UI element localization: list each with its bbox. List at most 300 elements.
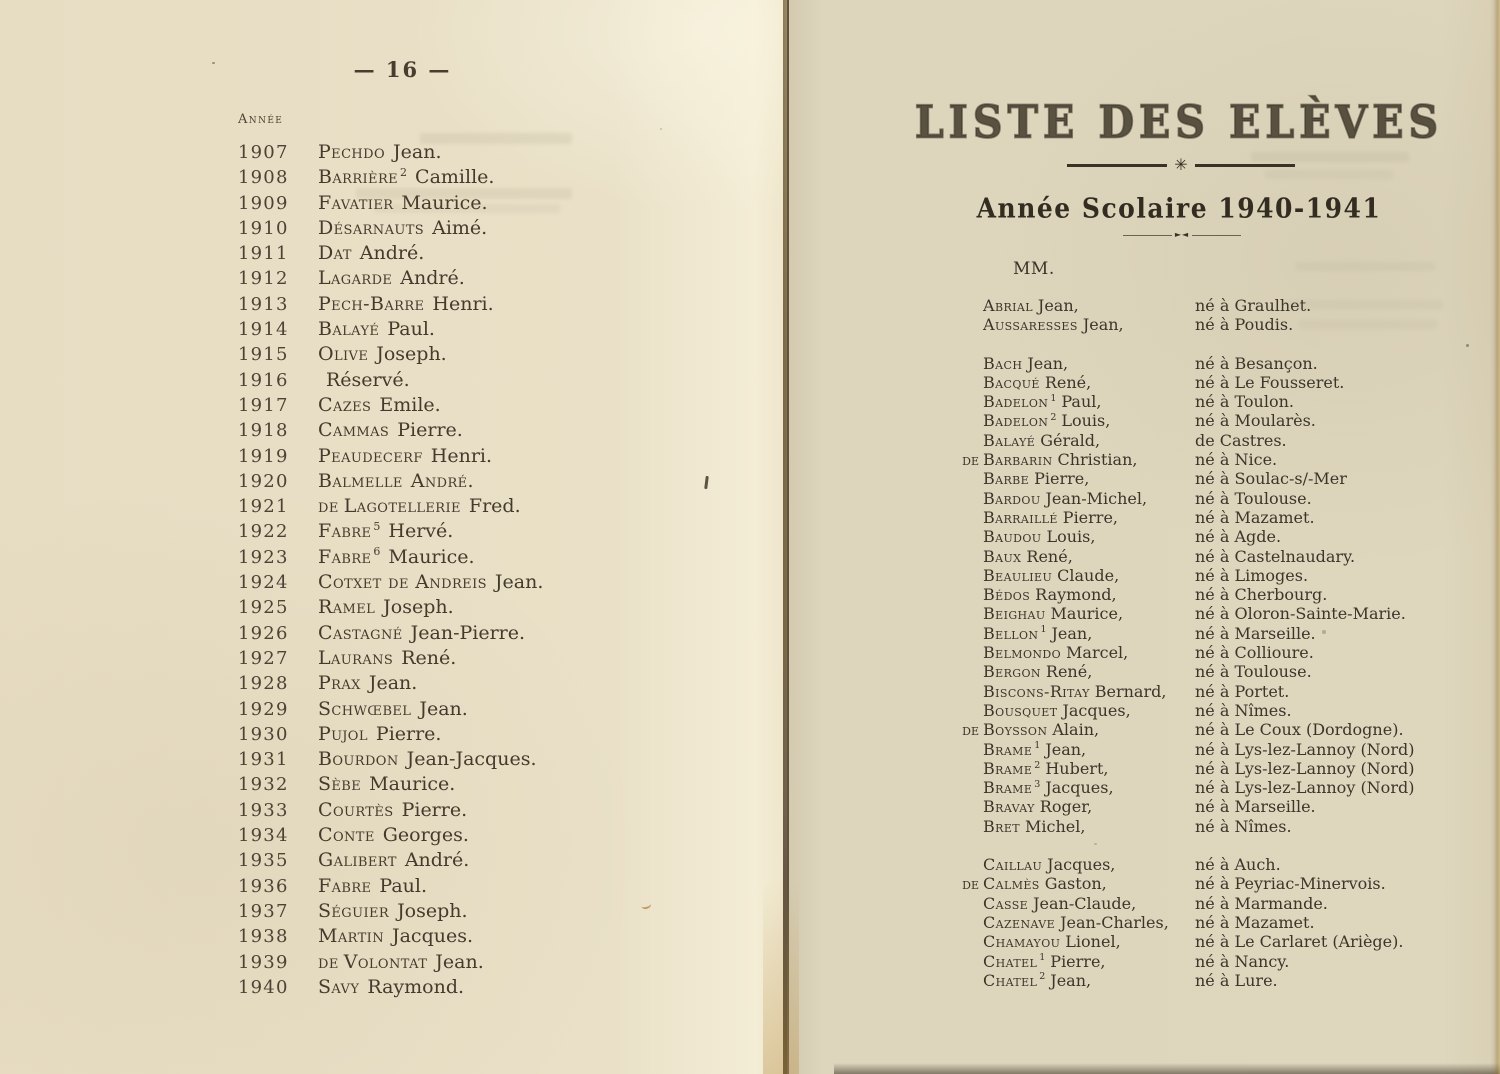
student-name xyxy=(983,547,1195,566)
surname-superscript: 2 xyxy=(1039,971,1046,983)
page-number: — 16 — xyxy=(353,57,452,82)
student-name xyxy=(983,971,1195,990)
surname: Savy xyxy=(318,975,360,998)
year-label: 1936 xyxy=(238,875,289,897)
student-name xyxy=(318,318,435,340)
given-name: Georges. xyxy=(382,824,469,847)
year-label: 1935 xyxy=(238,850,289,872)
name-prefix: de xyxy=(318,495,339,518)
student-name xyxy=(318,343,447,365)
student-name xyxy=(983,489,1195,508)
birthplace: né à Le Fousseret. xyxy=(1195,372,1345,392)
student-name xyxy=(318,799,467,821)
student-name xyxy=(983,469,1195,488)
birthplace: né à Le Coux (Dordogne). xyxy=(1195,720,1404,740)
given-name: René, xyxy=(1044,372,1092,392)
birthplace: né à Castelnaudary. xyxy=(1195,546,1356,566)
given-name: Jean-Jacques. xyxy=(406,748,537,771)
student-row xyxy=(956,797,1500,816)
given-name: Jean. xyxy=(494,571,544,594)
given-name: André. xyxy=(404,849,470,872)
year-label: 1939 xyxy=(238,951,289,973)
birthplace: né à Collioure. xyxy=(1195,643,1314,663)
student-name xyxy=(318,672,417,694)
left-student-list xyxy=(238,141,758,1001)
student-name xyxy=(318,622,525,644)
year-row xyxy=(238,723,758,748)
surname: Boysson xyxy=(983,720,1048,740)
student-name xyxy=(318,419,463,441)
surname: Chatel xyxy=(983,951,1038,971)
given-name: Maurice. xyxy=(369,773,456,796)
given-name: Jean, xyxy=(1051,623,1093,643)
surname-superscript: 3 xyxy=(1034,778,1041,790)
given-name: Pierre, xyxy=(1062,507,1118,527)
surname: Bousquet xyxy=(983,700,1058,720)
student-name xyxy=(983,643,1195,662)
given-name: Maurice. xyxy=(388,545,475,568)
given-name: Paul, xyxy=(1061,392,1102,412)
given-name: Christian, xyxy=(1057,450,1138,470)
student-name xyxy=(983,682,1195,701)
surname: Lagotellerie xyxy=(343,495,461,518)
given-name: Pierre, xyxy=(1050,951,1106,971)
year-label: 1929 xyxy=(238,698,289,720)
given-name: Jean, xyxy=(1037,296,1079,315)
surname: Séguier xyxy=(318,899,390,922)
bleedthrough-text xyxy=(1287,300,1443,309)
birthplace: né à Oloron-Sainte-Marie. xyxy=(1195,604,1406,624)
year-label: 1910 xyxy=(238,217,289,239)
year-row xyxy=(238,470,758,495)
given-name: Camille. xyxy=(415,166,495,189)
birthplace: de Castres. xyxy=(1195,430,1287,450)
student-row xyxy=(956,547,1500,566)
year-row xyxy=(238,698,758,723)
student-name xyxy=(318,824,469,846)
given-name: Raymond, xyxy=(1035,585,1117,605)
year-row xyxy=(238,875,758,900)
year-row xyxy=(238,622,758,647)
surname: Fabre xyxy=(318,874,372,897)
student-name xyxy=(983,662,1195,681)
surname: Beighau xyxy=(983,604,1046,624)
surname: Balayé xyxy=(318,318,380,341)
student-row xyxy=(956,855,1500,874)
year-row xyxy=(238,546,758,571)
surname: Bach xyxy=(983,353,1023,373)
year-row xyxy=(238,520,758,545)
given-name: Roger, xyxy=(1039,797,1093,817)
year-label: 1912 xyxy=(238,268,289,290)
student-row xyxy=(956,604,1500,623)
student-row xyxy=(956,624,1500,643)
surname: Abrial xyxy=(983,296,1033,315)
birthplace: né à Nîmes. xyxy=(1195,816,1292,836)
year-label: 1924 xyxy=(238,572,289,594)
student-name xyxy=(318,470,474,492)
student-name xyxy=(318,925,473,947)
year-row xyxy=(238,217,758,242)
surname: Prax xyxy=(318,672,361,695)
given-name: Joseph. xyxy=(397,899,468,922)
surname: Chatel xyxy=(983,970,1038,990)
student-group xyxy=(956,855,1500,990)
year-label: 1919 xyxy=(238,445,289,467)
birthplace: né à Auch. xyxy=(1195,855,1281,875)
given-name: René, xyxy=(1045,662,1093,682)
given-name: Jean-Claude, xyxy=(1033,893,1137,913)
given-name: Raymond. xyxy=(367,975,465,998)
given-name: Alain, xyxy=(1052,720,1100,740)
surname: Balayé xyxy=(983,430,1036,450)
student-row xyxy=(956,720,1500,739)
student-name xyxy=(318,698,468,720)
given-name: Jean-Michel, xyxy=(1045,488,1148,508)
surname: Courtès xyxy=(318,798,394,821)
year-row xyxy=(238,343,758,368)
given-name: Jean. xyxy=(419,697,468,720)
name-prefix: de xyxy=(962,875,979,894)
birthplace: né à Besançon. xyxy=(1195,353,1318,373)
student-name xyxy=(318,520,453,542)
bleedthrough-text xyxy=(356,188,572,199)
birthplace: né à Cherbourg. xyxy=(1195,585,1328,605)
surname: Brame xyxy=(983,778,1033,798)
student-row xyxy=(956,527,1500,546)
ink-speck xyxy=(1466,344,1469,347)
given-name: Lionel, xyxy=(1065,932,1121,952)
year-label: 1921 xyxy=(238,496,289,518)
given-name: Gérald, xyxy=(1040,430,1101,450)
year-label: 1917 xyxy=(238,394,289,416)
given-name: Réservé. xyxy=(326,368,410,391)
student-name xyxy=(318,293,494,315)
year-label: 1925 xyxy=(238,597,289,619)
student-name xyxy=(983,894,1195,913)
birthplace: né à Moularès. xyxy=(1195,411,1316,431)
birthplace: né à Marmande. xyxy=(1195,893,1328,913)
surname: Pujol xyxy=(318,722,368,745)
student-name xyxy=(983,585,1195,604)
surname: Aussaresses xyxy=(983,315,1078,335)
year-row xyxy=(238,849,758,874)
student-name xyxy=(983,527,1195,546)
surname: Cotxet de Andreis xyxy=(318,571,487,594)
surname: Baux xyxy=(983,546,1022,566)
year-row xyxy=(238,951,758,976)
year-label: 1933 xyxy=(238,799,289,821)
student-group xyxy=(956,354,1500,836)
given-name: Jean, xyxy=(1027,353,1069,373)
student-name xyxy=(983,411,1195,430)
surname: Laurans xyxy=(318,646,394,669)
surname: Barraillé xyxy=(983,507,1058,527)
surname: Biscons-Ritay xyxy=(983,681,1090,701)
student-row xyxy=(956,411,1500,430)
given-name: Jean. xyxy=(435,950,484,973)
surname-superscript: 1 xyxy=(1034,740,1041,752)
birthplace: né à Portet. xyxy=(1195,681,1290,701)
given-name: Emile. xyxy=(379,393,441,416)
given-name: Marcel, xyxy=(1066,643,1129,663)
student-name xyxy=(318,976,464,998)
surname: Schwœbel xyxy=(318,697,412,720)
surname: Conte xyxy=(318,824,375,847)
given-name: Maurice, xyxy=(1050,604,1124,624)
student-row xyxy=(956,682,1500,701)
student-name xyxy=(983,624,1195,643)
given-name: Jean, xyxy=(1082,315,1124,335)
year-row xyxy=(238,394,758,419)
year-label: 1907 xyxy=(238,142,289,163)
surname: Fabre xyxy=(318,545,372,568)
year-row xyxy=(238,672,758,697)
birthplace: né à Toulouse. xyxy=(1195,488,1312,508)
student-row xyxy=(956,662,1500,681)
surname: Baudou xyxy=(983,527,1042,547)
surname: Bédos xyxy=(983,585,1031,605)
student-row xyxy=(956,392,1500,411)
given-name: Paul. xyxy=(387,318,435,341)
surname: Sèbe xyxy=(318,773,362,796)
surname: Favatier xyxy=(318,191,394,214)
student-name xyxy=(318,723,441,745)
student-name xyxy=(983,797,1195,816)
surname: Bravay xyxy=(983,797,1035,817)
birthplace: né à Soulac-s/-Mer xyxy=(1195,469,1347,489)
student-name xyxy=(318,495,521,517)
student-name xyxy=(318,445,492,467)
birthplace: né à Lure. xyxy=(1195,970,1278,990)
student-row xyxy=(956,971,1500,990)
given-name: Jean. xyxy=(393,141,442,163)
year-label: 1937 xyxy=(238,900,289,922)
student-name xyxy=(983,566,1195,585)
student-name xyxy=(318,900,468,922)
student-name xyxy=(983,701,1195,720)
ink-speck xyxy=(1094,843,1097,845)
year-row xyxy=(238,824,758,849)
surname-superscript: 6 xyxy=(373,545,381,559)
birthplace: né à Graulhet. xyxy=(1195,296,1312,315)
student-name xyxy=(983,296,1195,315)
surname-superscript: 1 xyxy=(1039,952,1046,964)
given-name: Jacques. xyxy=(391,925,474,948)
year-row xyxy=(238,141,758,166)
year-row xyxy=(238,773,758,798)
surname: Beaulieu xyxy=(983,565,1053,585)
surname: Balmelle xyxy=(318,469,403,492)
surname: Belmondo xyxy=(983,643,1062,663)
surname: Chamayou xyxy=(983,932,1061,952)
given-name: Jean, xyxy=(1050,970,1092,990)
given-name: René, xyxy=(1026,546,1073,566)
year-label: 1923 xyxy=(238,546,289,568)
school-year-subtitle: Année Scolaire 1940-1941 xyxy=(976,192,1382,225)
student-row xyxy=(956,759,1500,778)
given-name: Gaston, xyxy=(1044,874,1107,894)
student-name xyxy=(983,431,1195,450)
surname: Badelon xyxy=(983,411,1049,431)
student-name xyxy=(983,508,1195,527)
year-label: 1930 xyxy=(238,723,289,745)
student-row xyxy=(956,585,1500,604)
surname: Lagarde xyxy=(318,267,393,290)
surname: Calmès xyxy=(983,874,1040,894)
given-name: Bernard, xyxy=(1094,681,1167,701)
ink-speck xyxy=(212,62,215,64)
year-label: 1914 xyxy=(238,319,289,341)
given-name: Fred. xyxy=(468,495,521,518)
given-name: Jean-Pierre. xyxy=(410,621,526,644)
student-row xyxy=(956,431,1500,450)
surname: Pech-Barre xyxy=(318,292,425,315)
given-name: Jean-Charles, xyxy=(1060,912,1169,932)
gutter-shadow xyxy=(763,880,799,1074)
surname: Barrière xyxy=(318,166,399,189)
year-row xyxy=(238,647,758,672)
arrow-ornament-icon: ►◄ xyxy=(1174,230,1190,239)
star-ornament-icon: ✳ xyxy=(1174,155,1188,174)
birthplace: né à Marseille. xyxy=(1195,623,1316,643)
student-row xyxy=(956,913,1500,932)
birthplace: né à Nîmes. xyxy=(1195,700,1292,720)
given-name: Louis, xyxy=(1046,527,1096,547)
year-label: 1911 xyxy=(238,243,289,265)
birthplace: né à Marseille. xyxy=(1195,797,1316,817)
student-name xyxy=(983,720,1195,739)
year-label: 1940 xyxy=(238,976,289,998)
surname: Volontat xyxy=(343,950,428,973)
surname: Bellon xyxy=(983,623,1039,643)
given-name: Pierre. xyxy=(375,722,442,745)
student-row xyxy=(956,778,1500,797)
year-row xyxy=(238,571,758,596)
year-row xyxy=(238,900,758,925)
student-name xyxy=(983,855,1195,874)
given-name: André. xyxy=(359,242,425,265)
student-name xyxy=(318,849,469,871)
student-name xyxy=(983,373,1195,392)
year-label: 1918 xyxy=(238,420,289,442)
surname: Barbe xyxy=(983,469,1030,489)
year-row xyxy=(238,925,758,950)
bleedthrough-text xyxy=(1299,320,1437,329)
surname: Dat xyxy=(318,242,352,265)
year-row xyxy=(238,748,758,773)
given-name: Louis, xyxy=(1061,411,1111,431)
subtitle-divider xyxy=(1123,231,1241,239)
year-label: 1932 xyxy=(238,774,289,796)
student-row xyxy=(956,932,1500,951)
student-row xyxy=(956,701,1500,720)
surname-superscript: 2 xyxy=(1050,412,1057,424)
year-label: 1913 xyxy=(238,293,289,315)
surname: Ramel xyxy=(318,596,376,619)
surname-superscript: 1 xyxy=(1040,624,1047,636)
surname-superscript: 2 xyxy=(400,165,408,179)
given-name: Aimé. xyxy=(432,216,488,239)
student-name xyxy=(318,141,442,163)
student-name xyxy=(318,369,410,391)
year-column-header: Année xyxy=(238,112,284,127)
given-name: Maurice. xyxy=(401,191,488,214)
surname-superscript: 5 xyxy=(373,520,381,534)
student-name xyxy=(983,604,1195,623)
surname: Cazes xyxy=(318,393,372,416)
year-label: 1908 xyxy=(238,167,289,189)
student-name xyxy=(318,748,537,770)
surname: Fabre xyxy=(318,520,372,543)
given-name: Jacques, xyxy=(1062,700,1131,720)
name-prefix: de xyxy=(962,721,979,740)
student-row xyxy=(956,643,1500,662)
year-label: 1920 xyxy=(238,470,289,492)
birthplace: né à Mazamet. xyxy=(1195,912,1315,932)
surname: Brame xyxy=(983,758,1033,778)
student-row xyxy=(956,817,1500,836)
student-row xyxy=(956,952,1500,971)
year-row xyxy=(238,369,758,394)
year-row xyxy=(238,799,758,824)
bleedthrough-text xyxy=(1295,262,1435,271)
student-row xyxy=(956,469,1500,488)
given-name: Jean. xyxy=(368,672,418,695)
surname: Peaudecerf xyxy=(318,444,423,467)
student-name xyxy=(318,571,543,593)
given-name: Pierre. xyxy=(397,419,463,442)
bleedthrough-text xyxy=(374,204,560,213)
bleedthrough-text xyxy=(420,133,572,144)
student-name xyxy=(318,166,494,188)
given-name: René. xyxy=(401,646,457,669)
given-name: Jacques, xyxy=(1047,855,1116,875)
year-row xyxy=(238,976,758,1001)
year-row xyxy=(238,445,758,470)
student-row xyxy=(956,894,1500,913)
bleedthrough-text xyxy=(1251,152,1409,162)
student-name xyxy=(983,817,1195,836)
birthplace: né à Nancy. xyxy=(1195,951,1290,971)
student-name xyxy=(318,596,454,618)
given-name: Henri. xyxy=(432,292,494,315)
student-name xyxy=(318,394,441,416)
birthplace: né à Lys-lez-Lannoy (Nord) xyxy=(1195,778,1415,798)
student-row xyxy=(956,740,1500,759)
surname: Bret xyxy=(983,816,1021,836)
student-name xyxy=(318,217,487,239)
student-name xyxy=(983,932,1195,951)
student-name xyxy=(983,952,1195,971)
surname: Pechdo xyxy=(318,141,386,163)
surname: Désarnauts xyxy=(318,216,425,239)
student-row xyxy=(956,508,1500,527)
given-name: Claude, xyxy=(1057,565,1120,585)
name-prefix: de xyxy=(318,950,339,973)
year-row xyxy=(238,318,758,343)
given-name: André. xyxy=(400,267,465,290)
year-label: 1931 xyxy=(238,749,289,771)
year-row xyxy=(238,596,758,621)
surname: Caillau xyxy=(983,855,1043,875)
birthplace: né à Toulouse. xyxy=(1195,662,1312,682)
birthplace: né à Poudis. xyxy=(1195,315,1294,335)
birthplace: né à Lys-lez-Lannoy (Nord) xyxy=(1195,739,1415,759)
birthplace: né à Toulon. xyxy=(1195,392,1294,412)
surname-superscript: 2 xyxy=(1034,759,1041,771)
surname: Bourdon xyxy=(318,748,399,771)
